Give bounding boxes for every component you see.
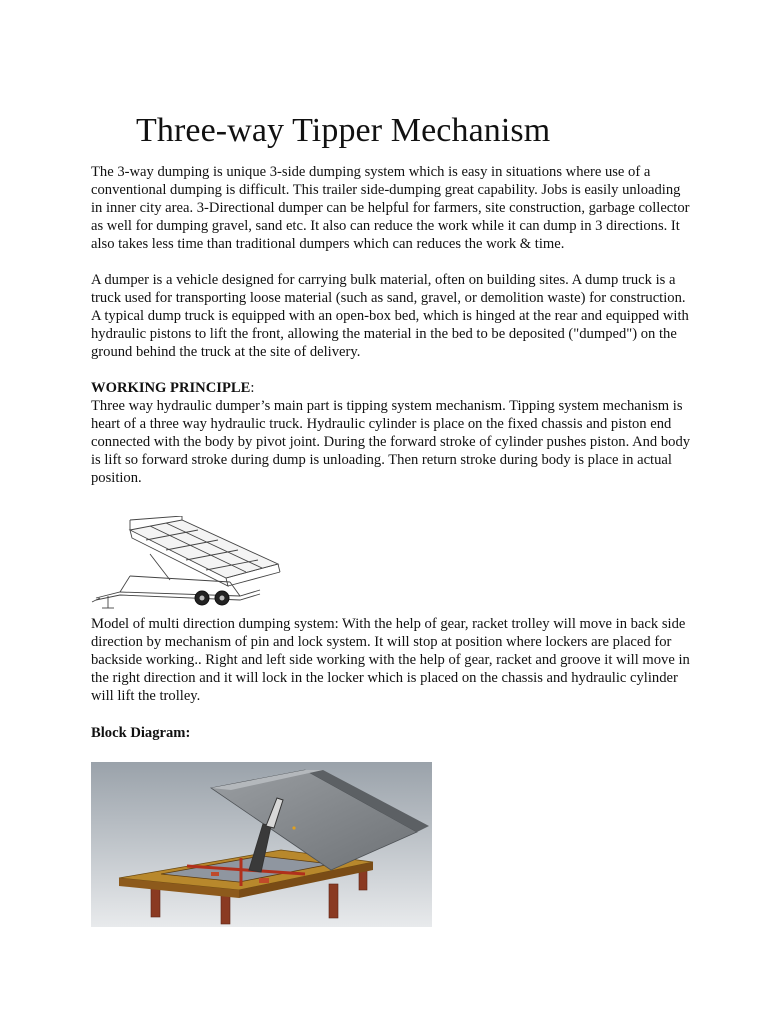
dumper-paragraph: A dumper is a vehicle designed for carrying bulk material, often on building sites. A dump truck is a truck used for transporting loose material (such as sand, gravel, or demolition waste) for construction. A typical dump truck is equipped with an open-box bed, which is hinged at the rear and equipped with hydraulic pistons to lift the front, allowing the material in the bed to be deposited ("dumped") on the ground behind the truck at the site of delivery. xyxy=(91,272,689,360)
working-principle-paragraph: Three way hydraulic dumper’s main part is tipping system mechanism. Tipping system mechanism is heart of a three way hydraulic truck. Hydraulic cylinder is place on the fixed chassis and piston end connected with the body by pivot joint. During the forward stroke of cylinder pushes piston. And body is lift so forward stroke during dump is unloading. Then return stroke during body is place in actual position. xyxy=(91,398,691,486)
cad-model-icon xyxy=(91,762,432,927)
model-paragraph: Model of multi direction dumping system: With the help of gear, racket trolley will move in back side direction by mechanism of pin and lock system. It will stop at position where lockers are placed for backside working.. Right and left side working with the help of gear, racket and groove it will move in the right direction and it will lock in the locker which is placed on the chassis and hydraulic cylinder will lift the trolley. xyxy=(91,616,690,704)
trailer-sketch-icon xyxy=(90,516,282,610)
working-principle-line xyxy=(91,379,691,397)
block-diagram-heading: Block Diagram: xyxy=(91,725,191,741)
working-principle-heading: WORKING PRINCIPLE xyxy=(91,380,251,396)
intro-paragraph: The 3-way dumping is unique 3-side dumping system which is easy in situations where use of a conventional dumping is difficult. This trailer side-dumping great capability. Jobs is easily unloading in inner city area. 3-Directional dumper can be helpful for farmers, site construction, garbage collector as well for dumping gravel, sand etc. It also can reduce the work while it can dump in 3 directions. It also takes less time than traditional dumpers which can reduces the work & time. xyxy=(91,164,690,252)
page-title: Three-way Tipper Mechanism xyxy=(136,112,551,149)
working-principle-colon: : xyxy=(250,380,255,396)
